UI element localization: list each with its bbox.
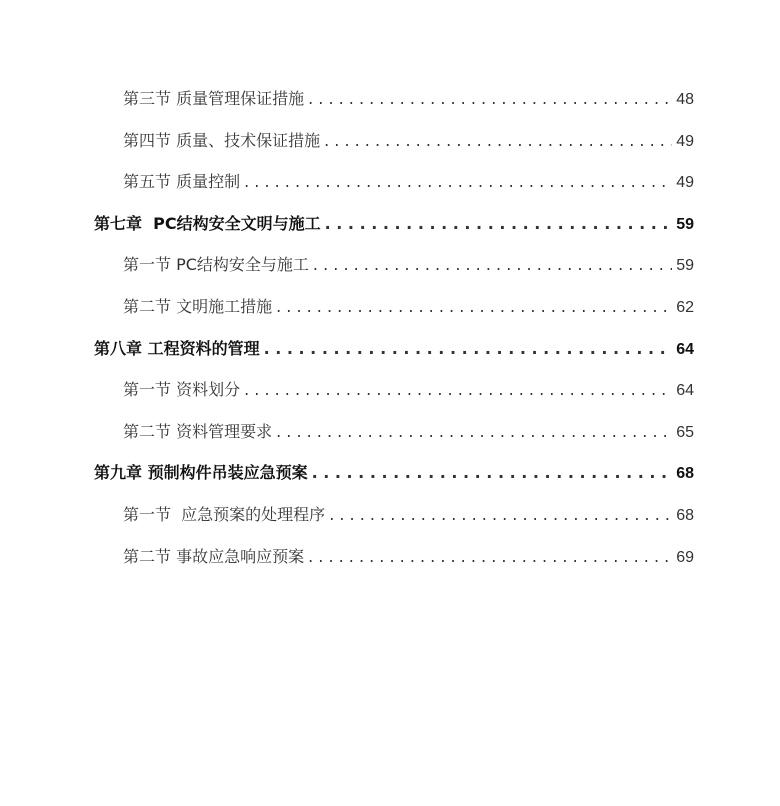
- toc-page-number: 64: [676, 340, 694, 358]
- toc-page-number: 49: [676, 174, 694, 192]
- toc-dot-leader: [324, 120, 672, 162]
- toc-entry-title: 第一节 应急预案的处理程序: [123, 504, 326, 524]
- toc-dot-leader: [308, 536, 672, 578]
- toc-dot-leader: [313, 244, 672, 286]
- toc-dot-leader: [312, 452, 673, 494]
- toc-page-number: 68: [676, 506, 694, 524]
- toc-entry-title: 第四节 质量、技术保证措施: [123, 130, 321, 150]
- toc-entry-section-4[interactable]: [0, 120, 780, 162]
- toc-entry-section-3[interactable]: [0, 78, 780, 120]
- toc-entry-title: 第七章 PC结构安全文明与施工: [94, 213, 321, 233]
- toc-entry-title: 第八章 工程资料的管理: [94, 338, 260, 358]
- toc-entry-chapter-7[interactable]: [0, 203, 780, 245]
- toc-page-number: 68: [676, 465, 694, 483]
- toc-entry-title: 第一节 资料划分: [123, 380, 241, 400]
- toc-dot-leader: [276, 286, 672, 328]
- toc-entry-section-7-2[interactable]: [0, 286, 780, 328]
- toc-dot-leader: [264, 328, 673, 370]
- toc-entry-title: 第九章 预制构件吊装应急预案: [94, 463, 308, 483]
- toc-dot-leader: [276, 411, 672, 453]
- toc-entry-title: 第一节 PC结构安全与施工: [123, 255, 309, 275]
- toc-entry-title: 第三节 质量管理保证措施: [123, 89, 305, 108]
- toc-page-number: 64: [676, 382, 694, 400]
- toc-entry-title: 第二节 事故应急响应预案: [123, 546, 305, 566]
- toc-entry-section-8-1[interactable]: [0, 369, 780, 411]
- toc-entry-title: 第二节 文明施工措施: [123, 296, 273, 316]
- toc-page-number: 48: [676, 91, 694, 108]
- toc-entry-section-9-1[interactable]: [0, 494, 780, 536]
- toc-page-number: 59: [676, 215, 694, 233]
- toc-dot-leader: [244, 161, 672, 203]
- toc-entry-chapter-8[interactable]: [0, 328, 780, 370]
- table-of-contents: [0, 78, 780, 577]
- toc-dot-leader: [329, 494, 672, 536]
- toc-entry-title: 第五节 质量控制: [123, 172, 241, 192]
- toc-entry-chapter-9[interactable]: [0, 452, 780, 494]
- toc-entry-section-5[interactable]: [0, 161, 780, 203]
- toc-dot-leader: [325, 203, 673, 245]
- toc-dot-leader: [308, 78, 672, 120]
- toc-page-number: 49: [676, 132, 694, 150]
- toc-entry-section-9-2[interactable]: [0, 536, 780, 578]
- toc-page-number: 59: [676, 257, 694, 275]
- toc-entry-section-8-2[interactable]: [0, 411, 780, 453]
- toc-dot-leader: [244, 369, 672, 411]
- toc-page-number: 65: [676, 423, 694, 441]
- toc-entry-title: 第二节 资料管理要求: [123, 421, 273, 441]
- toc-page-number: 62: [676, 298, 694, 316]
- toc-page-number: 69: [676, 548, 694, 566]
- toc-entry-section-7-1[interactable]: [0, 244, 780, 286]
